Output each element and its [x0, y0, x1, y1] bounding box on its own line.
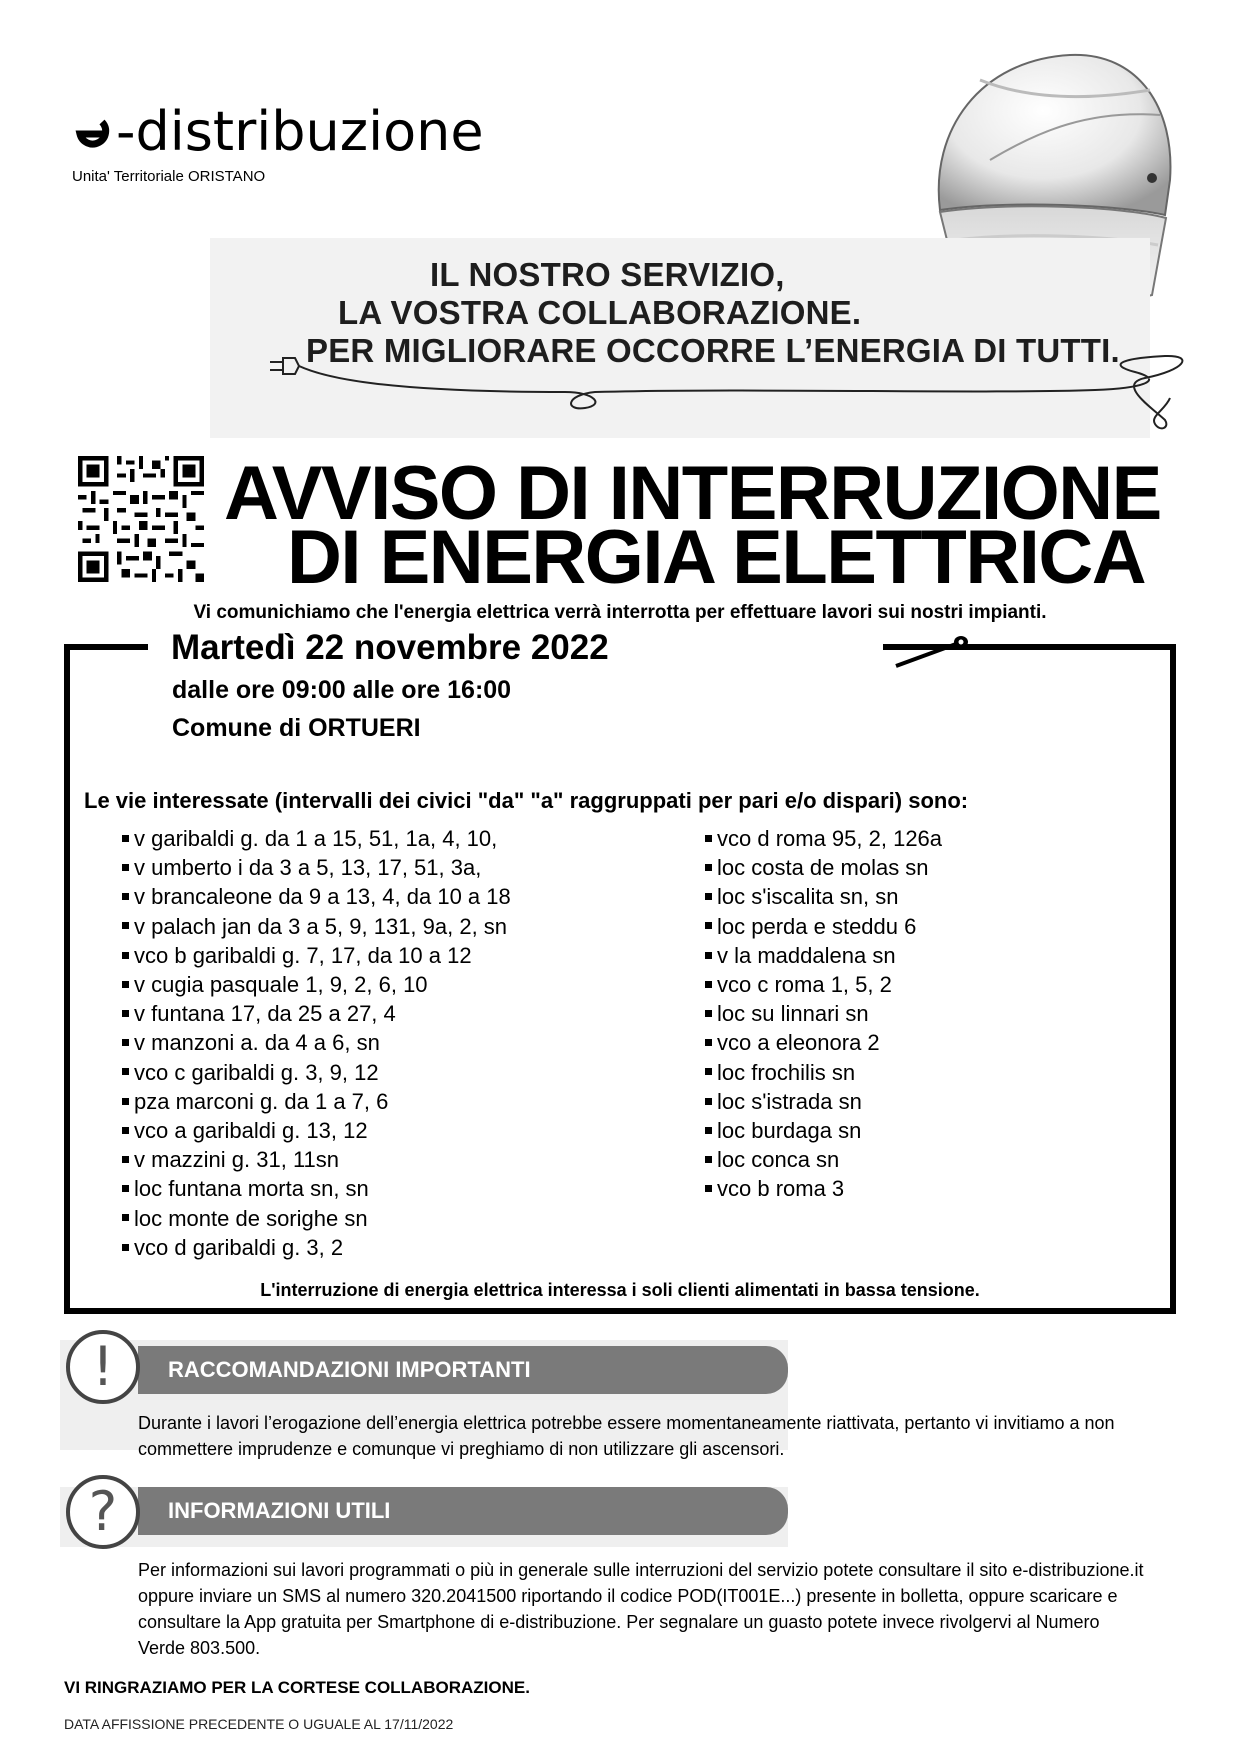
thanks-text: VI RINGRAZIAMO PER LA CORTESE COLLABORAZIONE.	[64, 1678, 530, 1697]
bullet-icon	[705, 952, 712, 959]
street-item	[705, 853, 942, 882]
street-item	[122, 1116, 511, 1145]
logo-text: -distribuzione	[116, 100, 484, 163]
street-label: pza marconi g. da 1 a 7, 6	[134, 1088, 389, 1114]
street-label: vco c roma 1, 5, 2	[717, 972, 892, 998]
street-label: loc funtana morta sn, sn	[134, 1176, 369, 1202]
bullet-icon	[122, 835, 129, 842]
street-item	[705, 824, 942, 853]
street-label: v brancaleone da 9 a 13, 4, da 10 a 18	[134, 884, 511, 910]
street-item	[122, 853, 511, 882]
bullet-icon	[122, 952, 129, 959]
slogan-line-2: LA VOSTRA COLLABORAZIONE.	[338, 294, 862, 331]
info-heading: INFORMAZIONI UTILI	[138, 1487, 788, 1535]
bullet-icon	[122, 1010, 129, 1017]
street-label: loc burdaga sn	[717, 1118, 862, 1144]
interruption-hours: dalle ore 09:00 alle ore 16:00	[172, 676, 512, 704]
warning-icon: !	[66, 1330, 140, 1404]
bullet-icon	[705, 1127, 712, 1134]
street-label: vco b roma 3	[717, 1176, 845, 1202]
street-item	[122, 970, 511, 999]
bullet-icon	[122, 1098, 129, 1105]
street-item	[122, 1233, 511, 1262]
street-item	[705, 1028, 942, 1057]
street-item	[705, 970, 942, 999]
bullet-icon	[122, 922, 129, 929]
territorial-unit: Unita' Territoriale ORISTANO	[72, 168, 266, 185]
street-item	[705, 999, 942, 1028]
interruption-date: Martedì 22 novembre 2022	[171, 628, 609, 667]
notice-title-line-2: DI ENERGIA ELETTRICA	[287, 515, 1146, 600]
bullet-icon	[122, 981, 129, 988]
street-item	[122, 941, 511, 970]
bullet-icon	[705, 1098, 712, 1105]
street-item	[122, 1028, 511, 1057]
slogan-line-1: IL NOSTRO SERVIZIO,	[430, 256, 785, 293]
street-label: vco a eleonora 2	[717, 1030, 880, 1056]
street-label: v funtana 17, da 25 a 27, 4	[134, 1001, 396, 1027]
bullet-icon	[122, 1185, 129, 1192]
street-label: vco c garibaldi g. 3, 9, 12	[134, 1059, 379, 1085]
street-label: vco b garibaldi g. 7, 17, da 10 a 12	[134, 942, 472, 968]
street-label: v umberto i da 3 a 5, 13, 17, 51, 3a,	[134, 855, 482, 881]
street-label: vco a garibaldi g. 13, 12	[134, 1118, 368, 1144]
street-item	[705, 941, 942, 970]
street-label: loc monte de sorighe sn	[134, 1205, 368, 1231]
power-cable-icon	[265, 350, 1195, 440]
bullet-icon	[122, 1156, 129, 1163]
bullet-icon	[122, 893, 129, 900]
street-label: loc costa de molas sn	[717, 855, 929, 881]
street-item	[705, 882, 942, 911]
street-item	[705, 912, 942, 941]
street-label: v cugia pasquale 1, 9, 2, 6, 10	[134, 972, 428, 998]
bullet-icon	[705, 922, 712, 929]
affix-date: DATA AFFISSIONE PRECEDENTE O UGUALE AL 17/11/2022	[64, 1716, 454, 1732]
streets-list-left	[122, 824, 511, 1262]
company-logo	[72, 102, 484, 162]
flashlight-icon	[888, 630, 988, 680]
street-label: vco d roma 95, 2, 126a	[717, 826, 943, 851]
street-item	[705, 1116, 942, 1145]
street-item	[122, 1087, 511, 1116]
street-label: v mazzini g. 31, 11sn	[134, 1147, 340, 1173]
street-item	[122, 999, 511, 1028]
street-item	[122, 1204, 511, 1233]
streets-heading: Le vie interessate (intervalli dei civici "da" "a" raggruppati per pari e/o dispari) sono:	[84, 788, 969, 813]
bullet-icon	[705, 1010, 712, 1017]
street-item	[705, 1174, 942, 1203]
street-label: loc frochilis sn	[717, 1059, 856, 1085]
bullet-icon	[705, 1185, 712, 1192]
qr-code[interactable]	[78, 456, 204, 582]
street-label: v manzoni a. da 4 a 6, sn	[134, 1030, 380, 1056]
bullet-icon	[122, 1214, 129, 1221]
street-label: v garibaldi g. da 1 a 15, 51, 1a, 4, 10,	[134, 826, 498, 851]
bullet-icon	[705, 893, 712, 900]
street-item	[122, 824, 511, 853]
bullet-icon	[705, 1068, 712, 1075]
low-tension-note: L'interruzione di energia elettrica interessa i soli clienti alimentati in bassa tensione.	[260, 1280, 980, 1300]
street-label: loc conca sn	[717, 1147, 840, 1173]
bullet-icon	[122, 1068, 129, 1075]
bullet-icon	[705, 1156, 712, 1163]
info-text: Per informazioni sui lavori programmati o più in generale sulle interruzioni del servizio potete consultare il sito e-distribuzione.it oppure inviare un SMS al numero 320.2041500 riportando il codice POD(IT001E...) presente in bolletta, oppure scaricare e consultare la App gratuita per Smartphone di e-distribuzione. Per segnalare un guasto potete invece rivolgervi al Numero Verde 803.500.	[138, 1560, 1144, 1658]
street-item	[122, 912, 511, 941]
street-item	[122, 1058, 511, 1087]
intro-text: Vi comunichiamo che l'energia elettrica verrà interrotta per effettuare lavori sui nostri impianti.	[193, 602, 1047, 623]
street-item	[705, 1058, 942, 1087]
street-label: v palach jan da 3 a 5, 9, 131, 9a, 2, sn	[134, 913, 508, 939]
street-item	[705, 1087, 942, 1116]
bullet-icon	[122, 1127, 129, 1134]
bullet-icon	[705, 981, 712, 988]
street-label: vco d garibaldi g. 3, 2	[134, 1234, 344, 1260]
recommendations-text: Durante i lavori l’erogazione dell’energia elettrica potrebbe essere momentaneamente riattivata, pertanto vi invitiamo a non commettere imprudenze e comunque vi preghiamo di non utilizzare gli ascensori.	[138, 1413, 1115, 1459]
municipality: Comune di ORTUERI	[172, 714, 421, 742]
bullet-icon	[705, 864, 712, 871]
slogan-line-3: PER MIGLIORARE OCCORRE L’ENERGIA DI TUTTI.	[306, 332, 1120, 369]
e-logo-icon	[72, 112, 112, 152]
bullet-icon	[122, 1039, 129, 1046]
street-item	[122, 1145, 511, 1174]
notice-title-line-1: AVVISO DI INTERRUZIONE	[224, 451, 1161, 536]
street-item	[122, 882, 511, 911]
bullet-icon	[122, 864, 129, 871]
street-item	[705, 1145, 942, 1174]
street-item	[122, 1174, 511, 1203]
recommendations-heading: RACCOMANDAZIONI IMPORTANTI	[138, 1346, 788, 1394]
question-icon: ?	[66, 1475, 140, 1549]
street-label: loc s'iscalita sn, sn	[717, 884, 899, 910]
bullet-icon	[122, 1244, 129, 1251]
bullet-icon	[705, 1039, 712, 1046]
street-label: v la maddalena sn	[717, 942, 896, 968]
bullet-icon	[705, 835, 712, 842]
streets-list-right	[705, 824, 942, 1204]
street-label: loc perda e steddu 6	[717, 913, 917, 939]
street-label: loc su linnari sn	[717, 1001, 869, 1027]
street-label: loc s'istrada sn	[717, 1088, 862, 1114]
